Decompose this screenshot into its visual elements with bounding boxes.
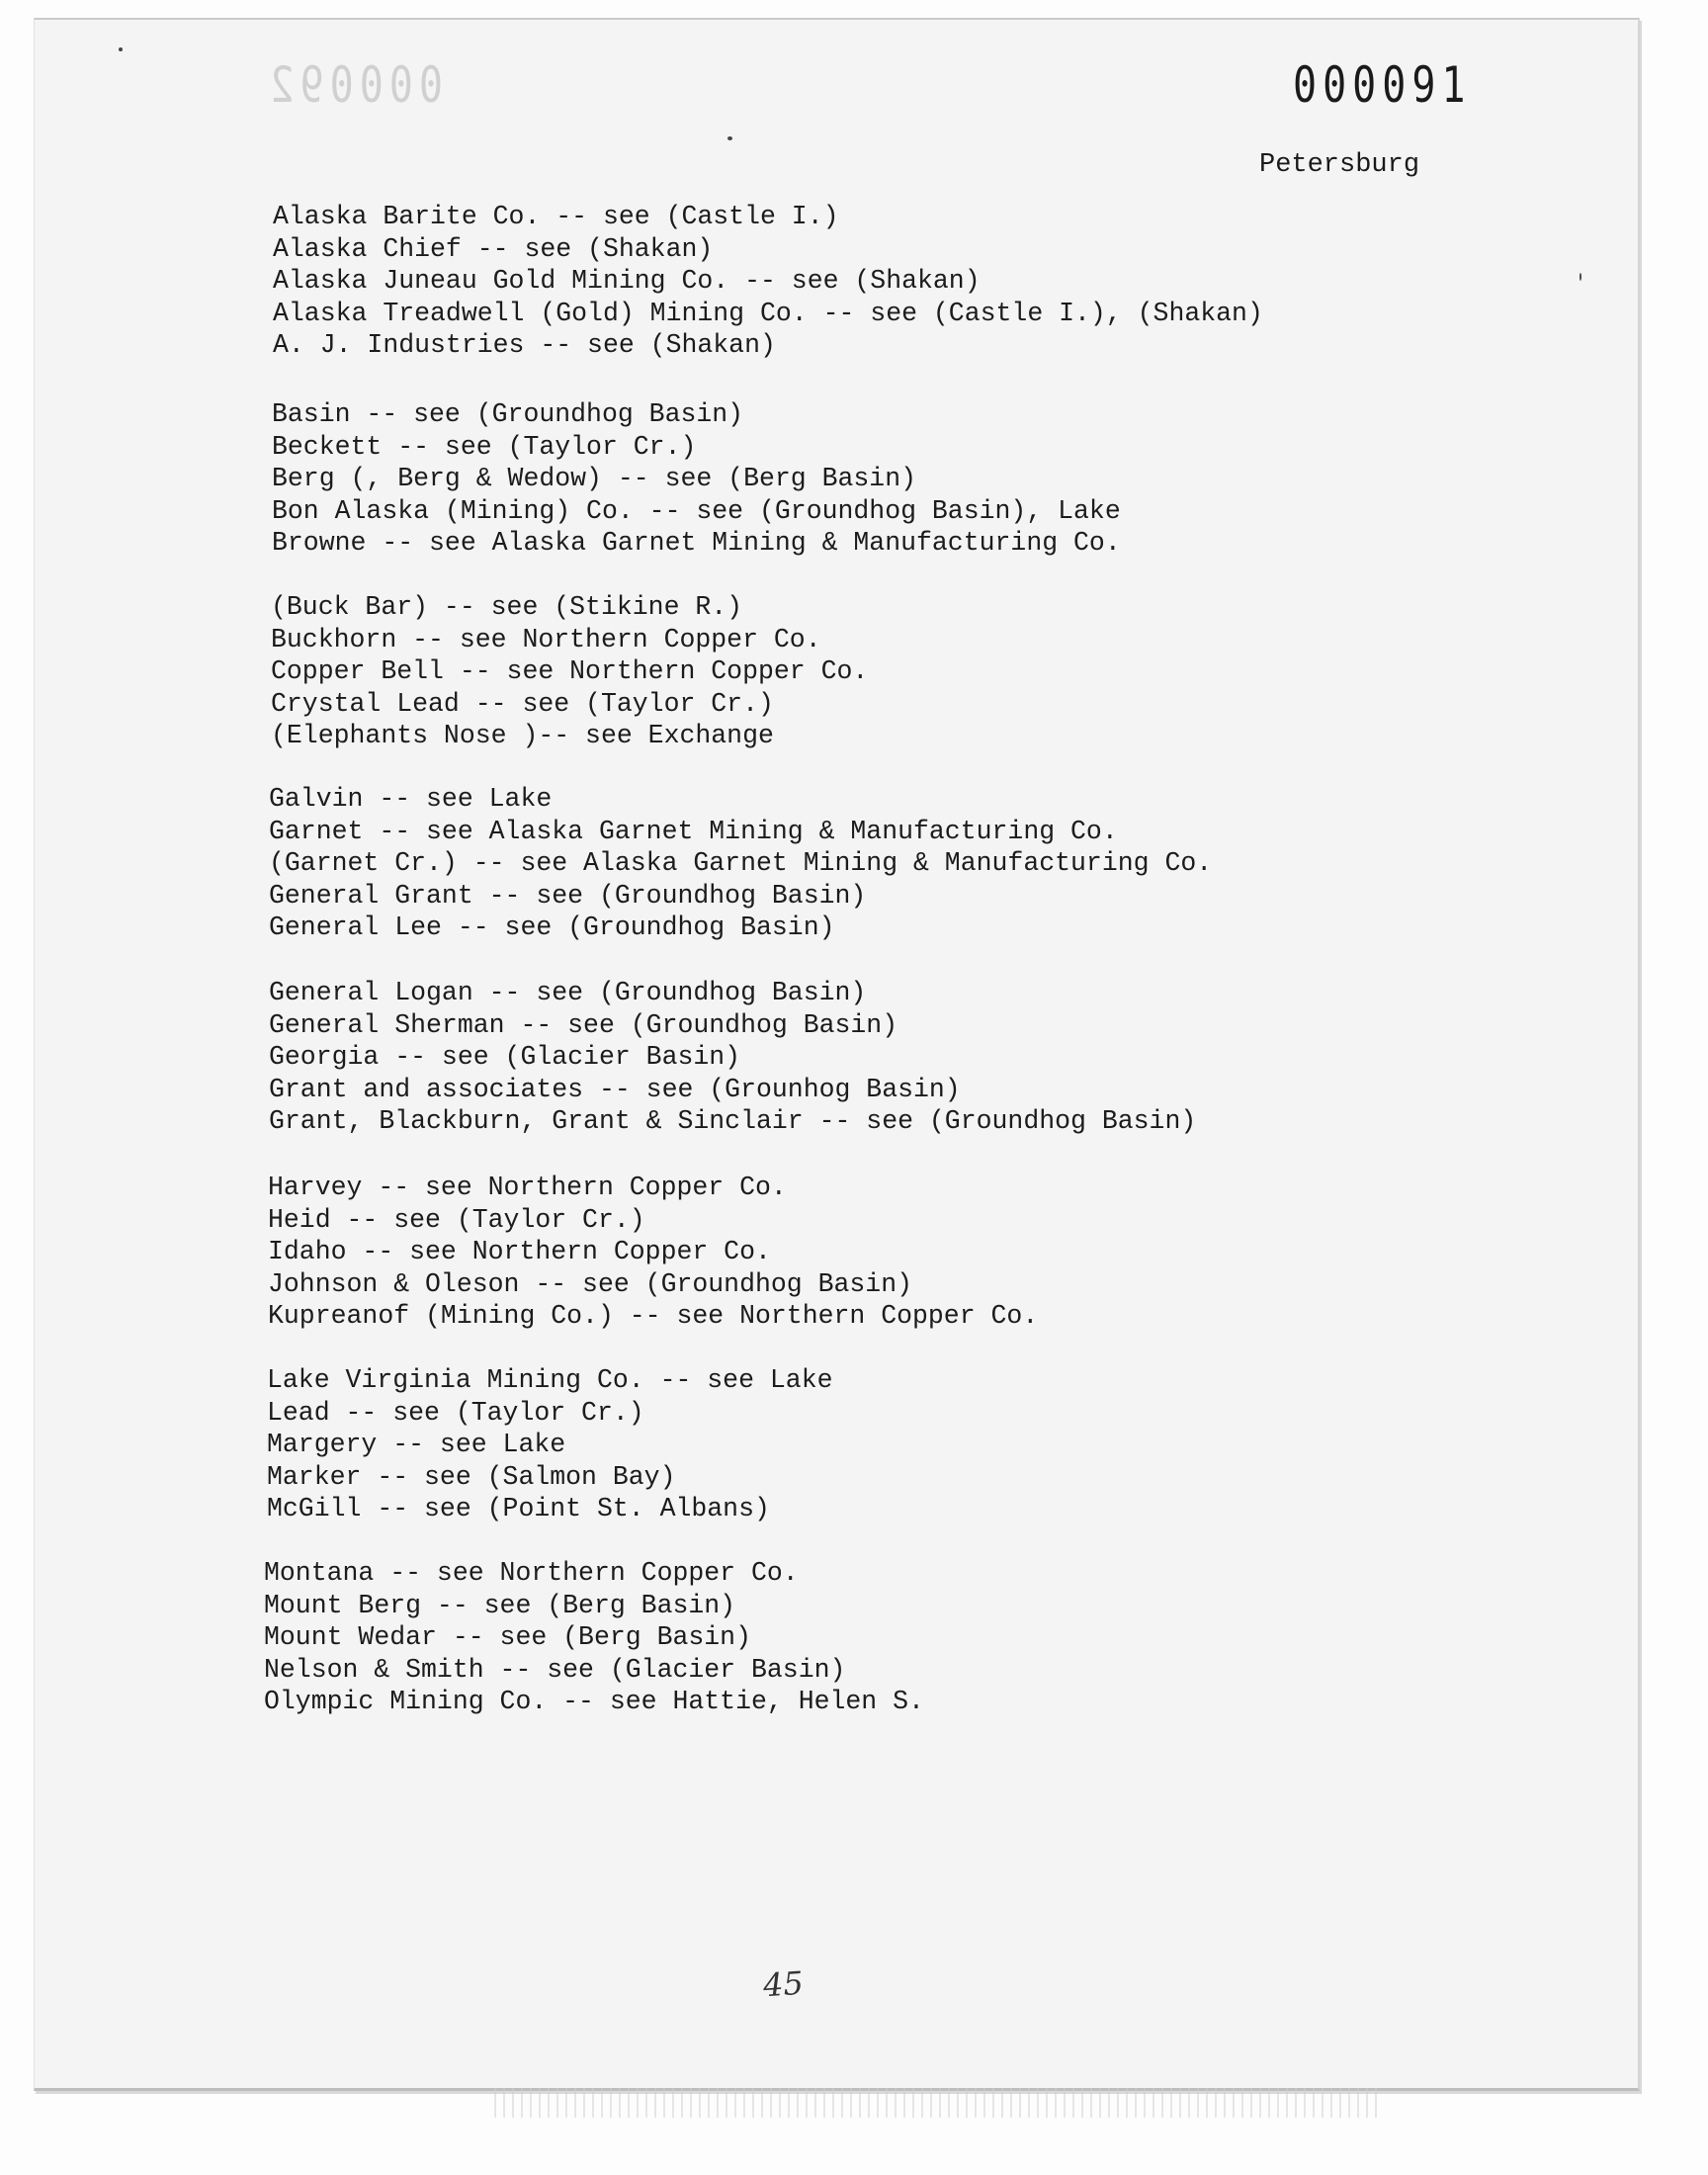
entry-group (268, 1172, 1355, 1333)
list-item: Alaska Treadwell (Gold) Mining Co. -- see (Castle I.), (Shakan) (273, 298, 1263, 328)
scan-edge-marks (494, 2088, 1384, 2118)
list-item: Harvey -- see Northern Copper Co. (268, 1173, 787, 1202)
list-item: Galvin -- see Lake (269, 784, 553, 814)
entry-group (267, 1364, 1354, 1525)
list-item: Lake Virginia Mining Co. -- see Lake (267, 1365, 833, 1395)
list-item: Garnet -- see Alaska Garnet Mining & Manufacturing Co. (269, 816, 1118, 846)
list-item: Bon Alaska (Mining) Co. -- see (Groundhog Basin), Lake (272, 495, 1121, 526)
list-item: Beckett -- see (Taylor Cr.) (272, 431, 697, 462)
list-item: Alaska Barite Co. -- see (Castle I.) (273, 202, 839, 231)
list-item: Alaska Juneau Gold Mining Co. -- see (Shakan) (273, 266, 981, 296)
scan-speck (1580, 273, 1581, 281)
list-item: Heid -- see (Taylor Cr.) (268, 1204, 645, 1235)
list-item: Mount Wedar -- see (Berg Basin) (264, 1622, 751, 1652)
bleed-through-number: 000092 (264, 57, 443, 115)
entry-group (269, 977, 1356, 1138)
list-item: Idaho -- see Northern Copper Co. (268, 1237, 771, 1266)
location-header: Petersburg (1259, 150, 1420, 180)
list-item: McGill -- see (Point St. Albans) (267, 1494, 770, 1523)
list-item: General Lee -- see (Groundhog Basin) (269, 913, 835, 942)
list-item: Browne -- see Alaska Garnet Mining & Manufacturing Co. (272, 528, 1121, 558)
list-item: General Grant -- see (Groundhog Basin) (269, 880, 867, 911)
list-item: Berg (, Berg & Wedow) -- see (Berg Basin) (272, 464, 917, 493)
page-number-stamp: 000091 (1293, 57, 1472, 115)
list-item: General Sherman -- see (Groundhog Basin) (269, 1009, 898, 1040)
list-item: Olympic Mining Co. -- see Hattie, Helen S. (264, 1687, 924, 1716)
list-item: Copper Bell -- see Northern Copper Co. (271, 656, 869, 686)
list-item: Margery -- see Lake (267, 1430, 566, 1459)
list-item: Montana -- see Northern Copper Co. (264, 1558, 799, 1588)
list-item: Alaska Chief -- see (Shakan) (273, 233, 714, 264)
list-item: (Garnet Cr.) -- see Alaska Garnet Mining & Manufacturing Co. (269, 848, 1213, 878)
list-item: Buckhorn -- see Northern Copper Co. (271, 624, 821, 654)
scan-speck (727, 136, 732, 140)
list-item: Grant, Blackburn, Grant & Sinclair -- see (Groundhog Basin) (269, 1106, 1197, 1136)
list-item: Lead -- see (Taylor Cr.) (267, 1397, 644, 1428)
list-item: Mount Berg -- see (Berg Basin) (264, 1590, 736, 1620)
list-item: Grant and associates -- see (Grounhog Basin) (269, 1074, 961, 1104)
entry-group (273, 201, 1360, 362)
entry-group (272, 398, 1359, 560)
list-item: Crystal Lead -- see (Taylor Cr.) (271, 688, 774, 719)
list-item: Johnson & Oleson -- see (Groundhog Basin) (268, 1268, 913, 1299)
list-item: Georgia -- see (Glacier Basin) (269, 1042, 741, 1072)
list-item: Basin -- see (Groundhog Basin) (272, 399, 744, 429)
list-item: (Elephants Nose )-- see Exchange (271, 721, 774, 750)
list-item: Nelson & Smith -- see (Glacier Basin) (264, 1654, 846, 1685)
list-item: (Buck Bar) -- see (Stikine R.) (271, 592, 743, 622)
list-item: Kupreanof (Mining Co.) -- see Northern Copper Co. (268, 1301, 1039, 1331)
list-item: Marker -- see (Salmon Bay) (267, 1461, 676, 1492)
handwritten-page-number: 45 (761, 1963, 805, 2005)
list-item: A. J. Industries -- see (Shakan) (273, 330, 776, 360)
scan-speck (119, 47, 123, 51)
list-item: General Logan -- see (Groundhog Basin) (269, 978, 867, 1007)
entry-group (264, 1557, 1351, 1718)
entry-group (271, 591, 1358, 752)
entry-group (269, 783, 1356, 944)
